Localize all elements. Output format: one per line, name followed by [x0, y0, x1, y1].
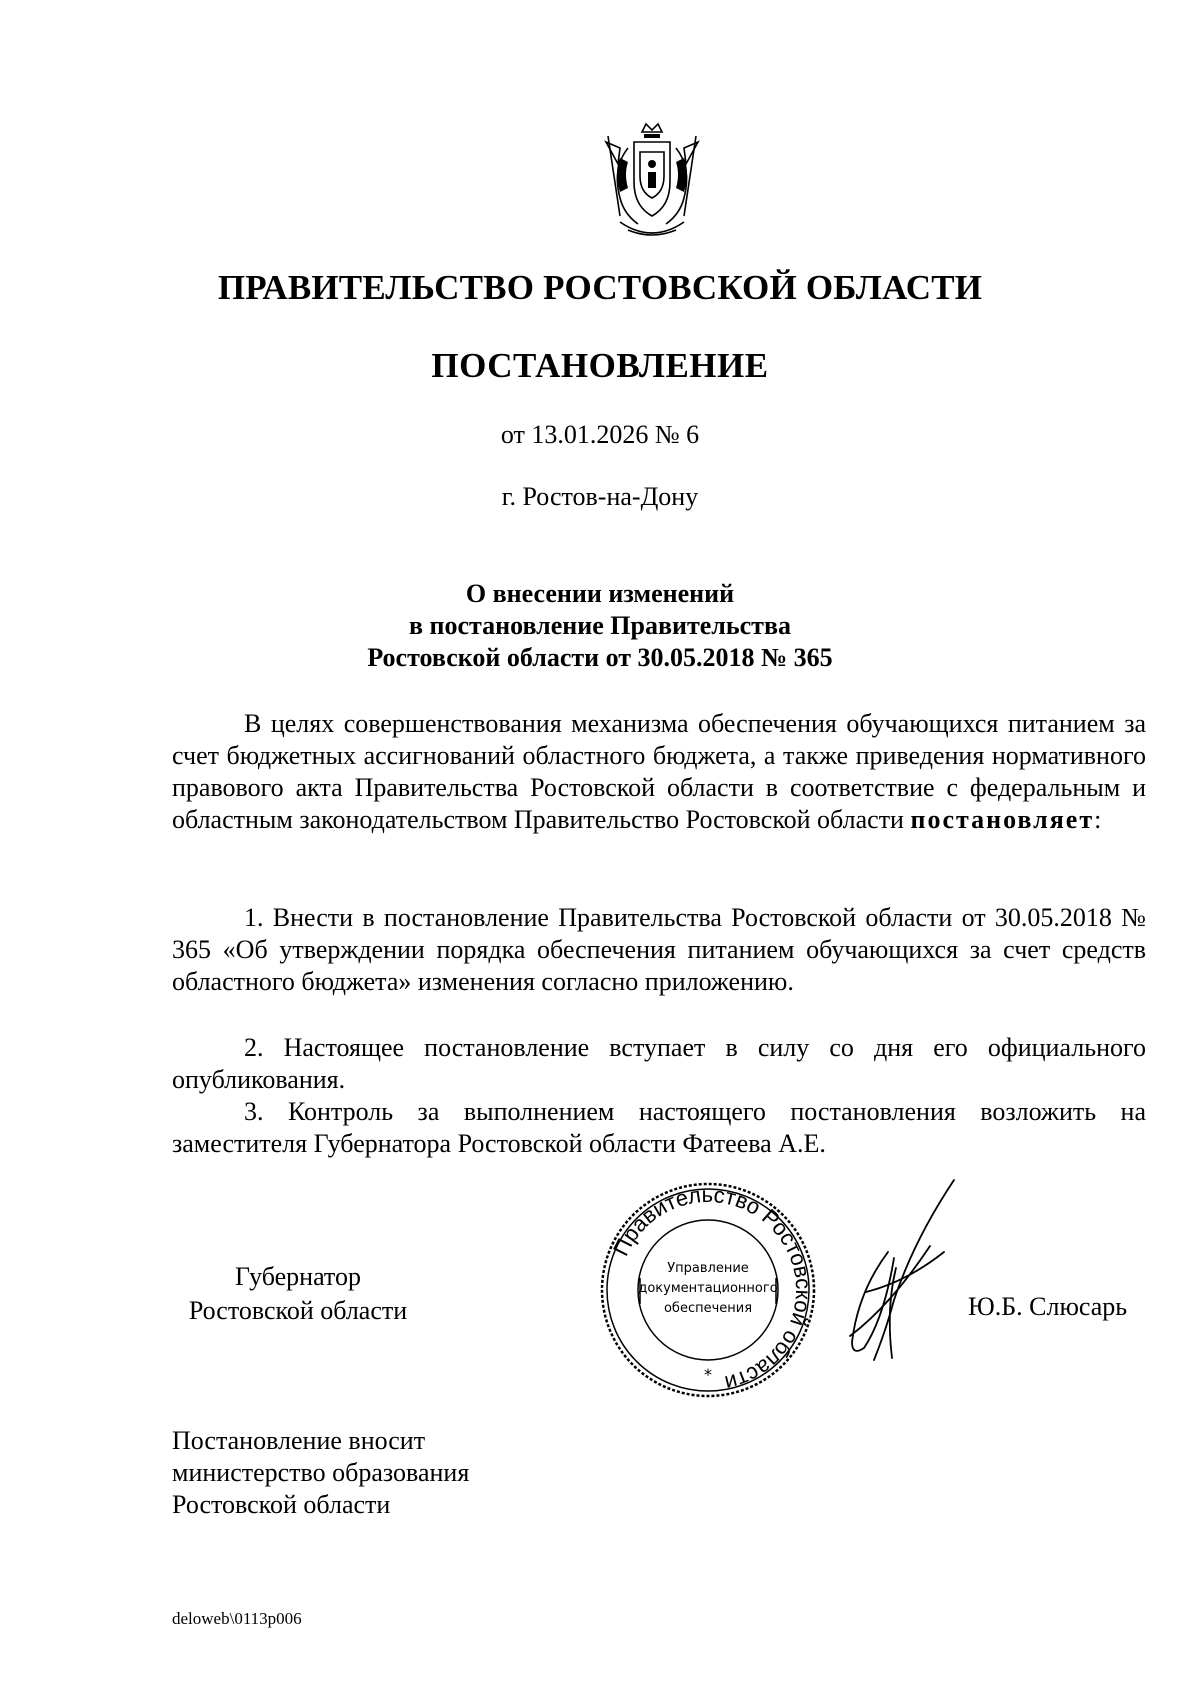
government-heading: ПРАВИТЕЛЬСТВО РОСТОВСКОЙ ОБЛАСТИ: [217, 268, 983, 307]
document-code: deloweb\0113p006: [172, 1609, 302, 1628]
document-city: г. Ростов-на-Дону: [501, 482, 699, 511]
resolves-word: постановляет: [910, 805, 1095, 834]
preamble-paragraph: [172, 708, 1146, 836]
submitted-by-note: [172, 1425, 469, 1521]
stamp-ring-text: Правительство Ростовской области: [607, 1181, 817, 1397]
resolves-colon: :: [1094, 805, 1102, 834]
stamp-center-line: Управление: [667, 1261, 749, 1276]
position-line: Губернатор: [235, 1262, 361, 1291]
document-title: [0, 578, 1200, 674]
item-2-paragraph: 2. Настоящее постановление вступает в силу со дня его официального опубликования.: [172, 1033, 1146, 1094]
coat-of-arms-emblem: [598, 118, 706, 242]
position-line: Ростовской области: [188, 1296, 408, 1325]
submitted-by-line: министерство образования: [172, 1458, 470, 1487]
stamp-star: *: [704, 1365, 712, 1384]
signatory-position: [178, 1260, 418, 1328]
item-3-paragraph: 3. Контроль за выполнением настоящего постановления возложить на заместителя Губернатора Ростовской области Фатеева А.Е.: [172, 1097, 1146, 1158]
submitted-by-line: Ростовской области: [172, 1490, 391, 1519]
stamp-center-line: документационного: [638, 1281, 778, 1296]
document-type-heading: ПОСТАНОВЛЕНИЕ: [431, 346, 769, 385]
preamble-text: В целях совершенствования механизма обеспечения обучающихся питанием за счет бюджетных ассигнований областного бюджета, а также приведения нормативного правового акта Правительства Ростовской области в соответствие с федеральным и областным законодательством Правительство Ростовской области: [172, 709, 1146, 834]
stamp-center-line: обеспечения: [663, 1301, 753, 1316]
document-date-number: от 13.01.2026 № 6: [500, 420, 700, 449]
submitted-by-line: Постановление вносит: [172, 1426, 426, 1455]
signatory-name: Ю.Б. Слюсарь: [968, 1292, 1128, 1321]
handwritten-signature: [836, 1172, 966, 1372]
title-line: Ростовской области от 30.05.2018 № 365: [367, 643, 833, 672]
title-line: в постановление Правительства: [408, 611, 791, 640]
item-1-paragraph: 1. Внести в постановление Правительства Ростовской области от 30.05.2018 № 365 «Об утверждении порядка обеспечения питанием обучающихся за счет средств областного бюджета» изменения согласно приложению.: [172, 903, 1146, 996]
official-stamp: [598, 1180, 818, 1400]
title-line: О внесении изменений: [465, 579, 735, 608]
